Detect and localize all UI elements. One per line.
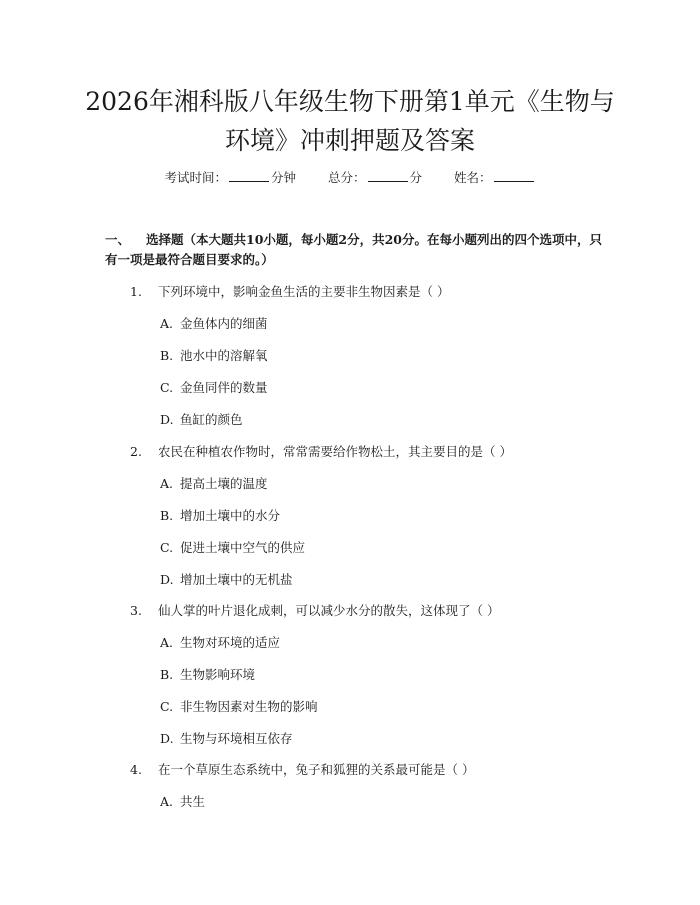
q2-option-c: C. 促进土壤中空气的供应 [160, 540, 306, 555]
question-3 [130, 601, 499, 621]
q1-option-d: D. 鱼缸的颜色 [160, 412, 243, 427]
exam-time-field: 考试时间： 分钟 [164, 170, 296, 185]
question-number: 4. [130, 762, 142, 777]
q1-option-a: A. 金鱼体内的细菌 [160, 316, 268, 331]
total-score-field: 总分： 分 [327, 170, 423, 185]
q3-option-b: B. 生物影响环境 [160, 667, 256, 682]
section-text: 选择题（本大题共10小题，每小题2分，共20分。在每小题列出的四个选项中，只有一项是最符合题目要求的。） [105, 232, 603, 267]
q2-option-d: D. 增加土壤中的无机盐 [160, 572, 293, 587]
question-text: 在一个草原生态系统中，兔子和狐狸的关系最可能是（ ） [158, 762, 475, 777]
section-heading [105, 230, 605, 270]
question-number: 3. [130, 603, 142, 618]
exam-meta [0, 168, 700, 188]
question-text: 农民在种植农作物时，常常需要给作物松土，其主要目的是（ ） [158, 444, 512, 459]
q1-option-c: C. 金鱼同伴的数量 [160, 380, 268, 395]
time-blank[interactable] [229, 168, 269, 182]
q2-option-b: B. 增加土壤中的水分 [160, 508, 281, 523]
q3-option-d: D. 生物与环境相互依存 [160, 731, 293, 746]
question-text: 仙人掌的叶片退化成刺，可以减少水分的散失，这体现了（ ） [158, 603, 500, 618]
name-blank[interactable] [494, 168, 534, 182]
q3-option-c: C. 非生物因素对生物的影响 [160, 699, 318, 714]
question-text: 下列环境中，影响金鱼生活的主要非生物因素是（ ） [158, 284, 450, 299]
score-blank[interactable] [368, 168, 408, 182]
q2-option-a: A. 提高土壤的温度 [160, 476, 268, 491]
question-2 [130, 442, 512, 462]
question-number: 1. [130, 284, 142, 299]
question-4 [130, 760, 474, 780]
document-title: 2026年湘科版八年级生物下册第1单元《生物与环境》冲刺押题及答案 [85, 87, 615, 155]
q1-option-b: B. 池水中的溶解氧 [160, 348, 268, 363]
student-name-field: 姓名： [454, 170, 536, 185]
question-1 [130, 282, 449, 302]
q3-option-a: A. 生物对环境的适应 [160, 635, 281, 650]
q4-option-a: A. 共生 [160, 794, 206, 809]
section-number: 一、 [105, 232, 131, 247]
question-number: 2. [130, 444, 142, 459]
